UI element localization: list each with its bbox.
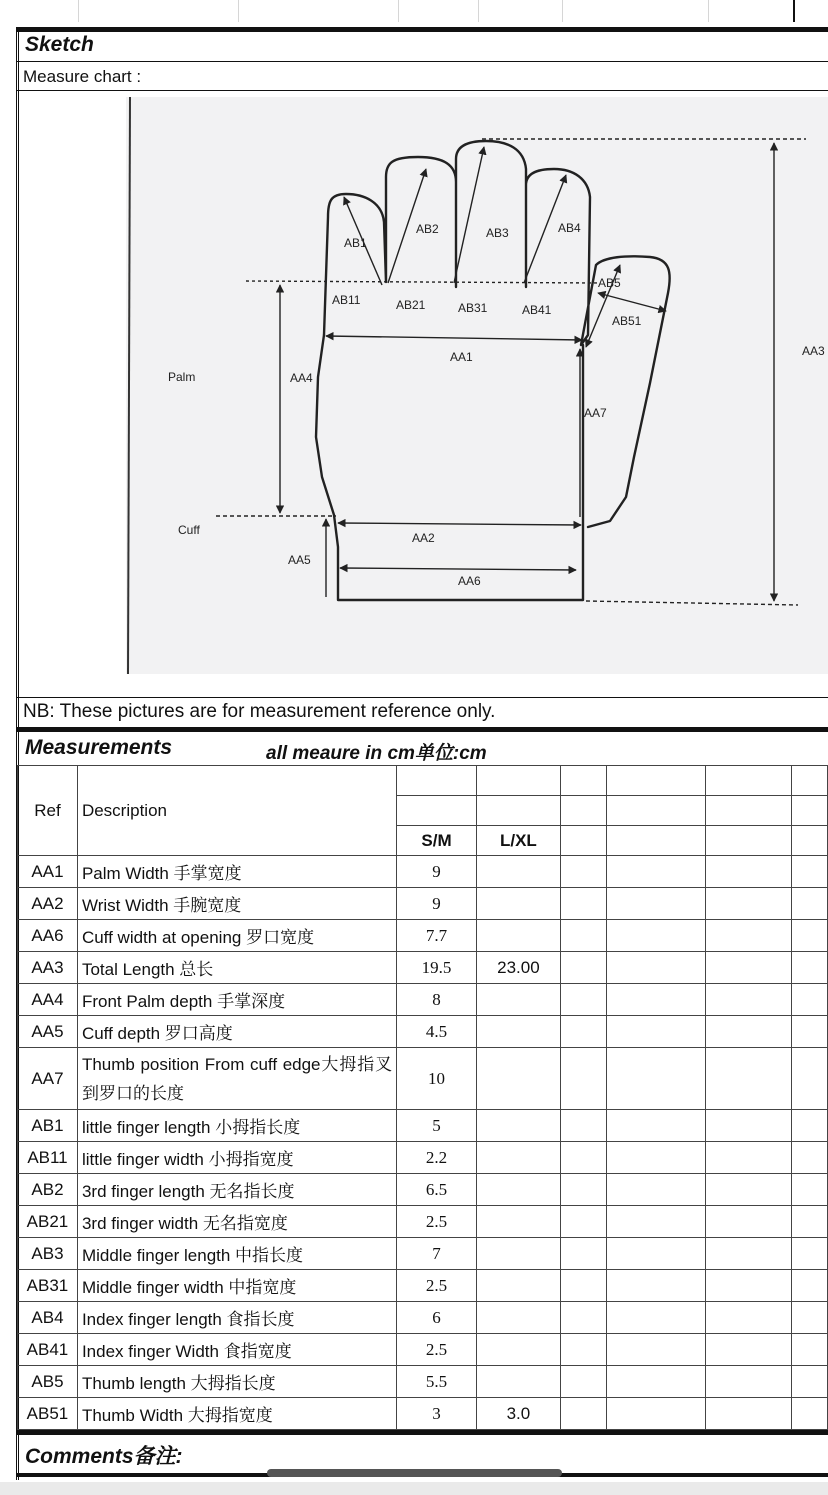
label-aa6: AA6 (458, 574, 481, 588)
measure-chart-rule (16, 90, 828, 91)
table-row: AB41 Index finger Width 食指宽度 2.5 (18, 1334, 828, 1366)
label-ab31: AB31 (458, 301, 488, 315)
header-size-lxl: L/XL (476, 826, 560, 856)
label-aa3: AA3 (802, 344, 825, 358)
reference-note: NB: These pictures are for measurement reference only. (23, 701, 496, 722)
sketch-rule (16, 61, 828, 62)
label-palm: Palm (168, 370, 196, 384)
measurements-top-rule (16, 727, 828, 732)
sketch-top-rule (16, 27, 828, 32)
label-aa7: AA7 (584, 406, 607, 420)
sheet-bottom-strip (0, 1482, 828, 1495)
top-gridlines (0, 0, 828, 22)
label-ab11: AB11 (332, 293, 361, 307)
table-row: AB11 little finger width 小拇指宽度 2.2 (18, 1142, 828, 1174)
label-ab21: AB21 (396, 298, 426, 312)
label-ab51: AB51 (612, 314, 642, 328)
horizontal-scrollbar[interactable] (267, 1469, 562, 1477)
label-aa1: AA1 (450, 350, 473, 364)
table-row: AA2 Wrist Width 手腕宽度 9 (18, 888, 828, 920)
measurements-title: Measurements (25, 736, 173, 759)
header-ref: Ref (18, 766, 78, 856)
table-row: AB31 Middle finger width 中指宽度 2.5 (18, 1270, 828, 1302)
comments-title: Comments备注: (25, 1445, 183, 1468)
table-row: AB3 Middle finger length 中指长度 7 (18, 1238, 828, 1270)
measurements-unit: all meaure in cm单位:cm (266, 743, 487, 764)
table-row: AB1 little finger length 小拇指长度 5 (18, 1110, 828, 1142)
label-ab2: AB2 (416, 222, 439, 236)
table-row: AA7 Thumb position From cuff edge大拇指叉到罗口的长度 10 (18, 1048, 828, 1110)
header-description: Description (77, 766, 396, 856)
label-ab5: AB5 (598, 276, 621, 290)
measurements-table (17, 765, 828, 1430)
label-aa5: AA5 (288, 553, 311, 567)
table-row: AB5 Thumb length 大拇指长度 5.5 (18, 1366, 828, 1398)
label-ab1: AB1 (344, 236, 367, 250)
glove-diagram (126, 97, 828, 674)
table-row: AB21 3rd finger width 无名指宽度 2.5 (18, 1206, 828, 1238)
table-row: AA1 Palm Width 手掌宽度 9 (18, 856, 828, 888)
table-row: AB4 Index finger length 食指长度 6 (18, 1302, 828, 1334)
label-ab4: AB4 (558, 221, 581, 235)
table-row: AA5 Cuff depth 罗口高度 4.5 (18, 1016, 828, 1048)
glove-measure-sketch (126, 97, 828, 674)
table-row: AB51 Thumb Width 大拇指宽度 3 3.0 (18, 1398, 828, 1430)
table-row: AA3 Total Length 总长 19.5 23.00 (18, 952, 828, 984)
label-aa4: AA4 (290, 371, 313, 385)
label-cuff: Cuff (178, 523, 200, 537)
header-size-sm: S/M (397, 826, 477, 856)
table-row: AB2 3rd finger length 无名指长度 6.5 (18, 1174, 828, 1206)
table-row: AA4 Front Palm depth 手掌深度 8 (18, 984, 828, 1016)
note-top-rule (16, 697, 828, 698)
measure-chart-label: Measure chart : (23, 67, 142, 86)
label-aa2: AA2 (412, 531, 435, 545)
table-row: AA6 Cuff width at opening 罗口宽度 7.7 (18, 920, 828, 952)
sketch-title: Sketch (25, 33, 94, 56)
label-ab41: AB41 (522, 303, 552, 317)
comments-top-rule (16, 1430, 828, 1435)
label-ab3: AB3 (486, 226, 509, 240)
